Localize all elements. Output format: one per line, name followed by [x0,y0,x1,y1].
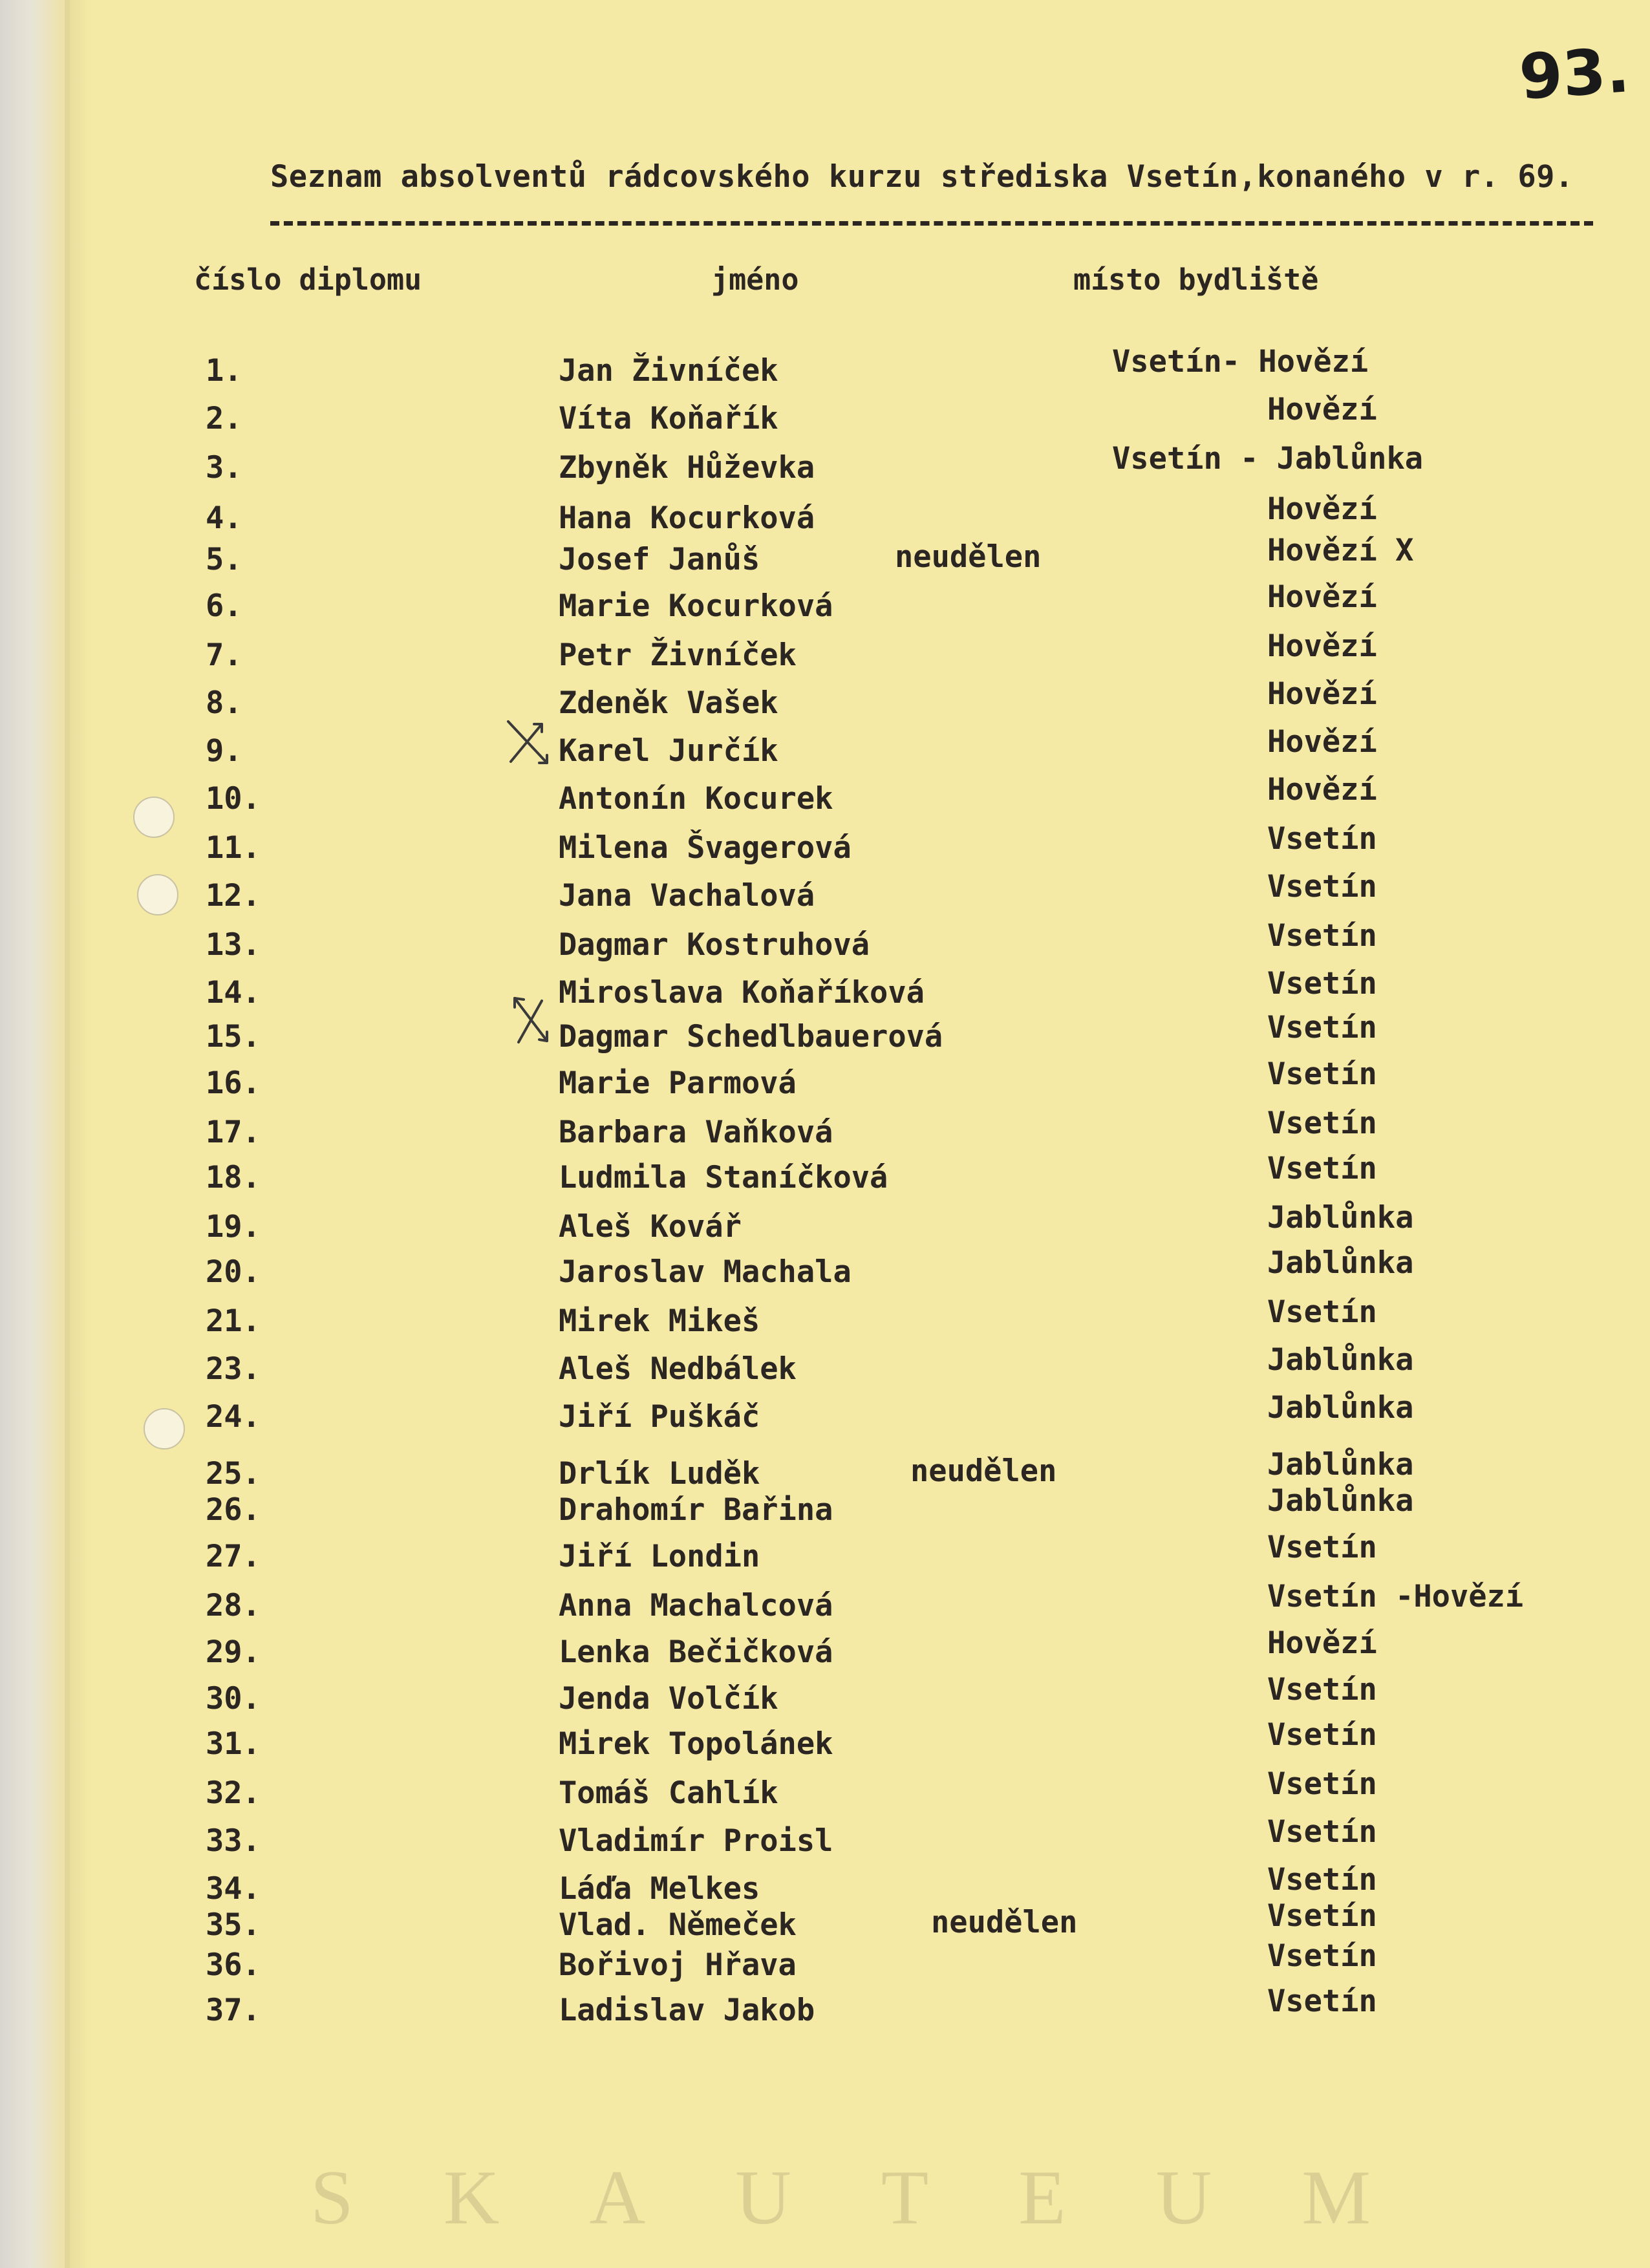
diploma-number: 16. [206,1065,261,1101]
graduate-name: Jana Vachalová [559,878,815,914]
graduate-name: Drahomír Bařina [559,1492,833,1528]
diploma-number: 20. [206,1254,261,1290]
graduate-name: Dagmar Schedlbauerová [559,1019,943,1054]
graduate-name: Hana Kocurková [559,500,815,536]
residence-place: Hovězí [1267,772,1377,808]
diploma-number: 30. [206,1681,261,1717]
residence-place: Jablůnka [1267,1245,1414,1281]
watermark-letter: A [589,2154,646,2240]
graduate-name: Aleš Kovář [559,1209,742,1245]
residence-place: Vsetín [1267,1766,1377,1802]
watermark-letter: T [881,2154,929,2240]
diploma-number: 1. [206,353,242,389]
residence-place: Vsetín [1267,1898,1377,1934]
graduate-name: Petr Živníček [559,637,797,673]
diploma-number: 26. [206,1492,261,1528]
watermark-letter: U [735,2154,791,2240]
title-underline [270,221,1593,226]
graduate-name: Lenka Bečičková [559,1634,833,1670]
residence-place: Jablůnka [1267,1200,1414,1236]
residence-place: Vsetín [1267,966,1377,1001]
graduate-name: Jiří Puškáč [559,1399,760,1435]
diploma-number: 37. [206,1993,261,2028]
diploma-number: 5. [206,542,242,577]
diploma-number: 27. [206,1539,261,1574]
graduate-name: Zdeněk Vašek [559,685,778,721]
graduate-name: Drlík Luděk [559,1456,760,1492]
residence-place: Vsetín [1267,1672,1377,1707]
diploma-number: 13. [206,927,261,963]
graduate-name: Mirek Topolánek [559,1726,833,1762]
diploma-number: 3. [206,450,242,486]
diploma-number: 10. [206,781,261,817]
residence-place: Jablůnka [1267,1390,1414,1426]
graduate-name: Barbara Vaňková [559,1115,833,1150]
graduate-name: Ludmila Staníčková [559,1160,888,1195]
watermark-letter: M [1302,2154,1371,2240]
graduate-name: Jaroslav Machala [559,1254,852,1290]
watermark-letter: U [1155,2154,1212,2240]
diploma-number: 19. [206,1209,261,1245]
graduate-name: Aleš Nedbálek [559,1351,797,1387]
residence-place: Vsetín [1267,1984,1377,2019]
residence-place: Vsetín [1267,1010,1377,1045]
residence-place: Jablůnka [1267,1447,1414,1482]
diploma-number: 11. [206,830,261,866]
residence-place: Vsetín [1267,1056,1377,1092]
graduate-name: Zbyněk Hůževka [559,450,815,486]
graduate-name: Miroslava Koňaříková [559,975,925,1011]
diploma-number: 31. [206,1726,261,1762]
diploma-number: 29. [206,1634,261,1670]
residence-place: Hovězí [1267,579,1377,615]
residence-place: Vsetín [1267,1814,1377,1850]
column-header-number: číslo diplomu [194,262,422,297]
diploma-number: 25. [206,1456,261,1492]
watermark-letter: K [443,2154,500,2240]
diploma-number: 7. [206,637,242,673]
residence-place: Vsetín [1267,1717,1377,1753]
graduate-name: Josef Janůš [559,542,760,577]
residence-place: Vsetín [1267,1151,1377,1186]
diploma-number: 18. [206,1160,261,1195]
column-header-residence: místo bydliště [1073,262,1319,297]
diploma-number: 32. [206,1775,261,1811]
graduate-name: Karel Jurčík [559,733,778,769]
graduate-name: Dagmar Kostruhová [559,927,870,963]
swap-arrows-icon [506,994,557,1046]
skauteum-watermark [310,2153,1371,2242]
diploma-number: 15. [206,1019,261,1054]
diploma-number: 4. [206,500,242,536]
punch-hole [137,874,178,915]
graduate-name: Ladislav Jakob [559,1993,815,2028]
graduate-name: Bořivoj Hřava [559,1947,797,1983]
diploma-number: 21. [206,1303,261,1339]
graduate-name: Mirek Mikeš [559,1303,760,1339]
diploma-number: 14. [206,975,261,1011]
graduate-name: Jenda Volčík [559,1681,778,1717]
residence-place: Hovězí [1267,676,1377,712]
graduate-name: Jiří Londin [559,1539,760,1574]
residence-place: Vsetín - Jablůnka [1112,441,1424,476]
diploma-number: 12. [206,878,261,914]
residence-place: Jablůnka [1267,1483,1414,1519]
residence-place: Vsetín [1267,918,1377,954]
graduate-name: Víta Koňařík [559,401,778,436]
punch-hole [133,797,175,838]
watermark-letter: S [310,2154,354,2240]
diploma-number: 9. [206,733,242,769]
column-header-name: jméno [711,262,799,297]
residence-place: Vsetín [1267,869,1377,904]
swap-arrows-icon [502,716,553,768]
graduate-name: Anna Machalcová [559,1588,833,1623]
residence-place: Vsetín [1267,821,1377,857]
graduate-name: Tomáš Cahlík [559,1775,778,1811]
residence-place: Vsetín [1267,1294,1377,1330]
residence-place: Hovězí [1267,724,1377,760]
residence-place: Vsetín [1267,1530,1377,1565]
graduate-name: Marie Kocurková [559,588,833,624]
graduate-name: Vladimír Proisl [559,1823,833,1859]
diploma-number: 6. [206,588,242,624]
residence-place: Hovězí [1267,1625,1377,1661]
residence-place: Vsetín [1267,1862,1377,1898]
page-shadow [65,0,91,2268]
graduate-name: Marie Parmová [559,1065,797,1101]
residence-place: Hovězí [1267,392,1377,427]
diploma-number: 36. [206,1947,261,1983]
not-awarded-note: neudělen [931,1905,1078,1940]
diploma-number: 34. [206,1871,261,1907]
residence-place: Hovězí [1267,491,1377,527]
diploma-number: 23. [206,1351,261,1387]
document-title: Seznam absolventů rádcovského kurzu střediska Vsetín,konaného v r. 69. [270,159,1574,195]
punch-hole [144,1408,185,1450]
graduate-name: Jan Živníček [559,353,778,389]
diploma-number: 8. [206,685,242,721]
graduate-name: Láďa Melkes [559,1871,760,1907]
diploma-number: 24. [206,1399,261,1435]
diploma-number: 35. [206,1907,261,1943]
page-number: 93. [1517,34,1632,114]
diploma-number: 17. [206,1115,261,1150]
diploma-number: 28. [206,1588,261,1623]
residence-place: Vsetín -Hovězí [1267,1579,1524,1614]
graduate-name: Antonín Kocurek [559,781,833,817]
diploma-number: 33. [206,1823,261,1859]
diploma-number: 2. [206,401,242,436]
residence-place: Hovězí X [1267,533,1414,568]
page-left-edge [0,0,70,2268]
residence-place: Jablůnka [1267,1342,1414,1378]
graduate-name: Vlad. Němeček [559,1907,797,1943]
graduate-name: Milena Švagerová [559,830,852,866]
residence-place: Hovězí [1267,628,1377,664]
residence-place: Vsetín [1267,1106,1377,1141]
residence-place: Vsetín [1267,1938,1377,1974]
residence-place: Vsetín- Hovězí [1112,344,1369,380]
not-awarded-note: neudělen [895,539,1042,575]
watermark-letter: E [1018,2154,1066,2240]
not-awarded-note: neudělen [910,1453,1057,1489]
